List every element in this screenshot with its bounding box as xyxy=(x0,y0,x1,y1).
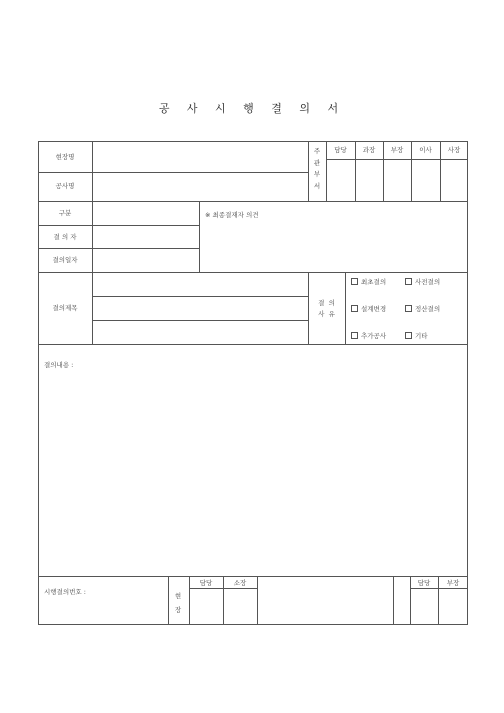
category-field[interactable] xyxy=(93,202,198,224)
site-name-field[interactable] xyxy=(93,142,307,171)
approval-dept-head-sign-box[interactable] xyxy=(384,160,410,200)
approval-dept-head-label: 부장 xyxy=(390,146,404,154)
checkbox-icon xyxy=(351,332,358,339)
site-approval-staff-label: 담당 xyxy=(199,579,213,587)
site-staff-sign-box[interactable] xyxy=(190,589,222,624)
subject-line-3[interactable] xyxy=(93,321,307,343)
option-prior-resolution[interactable]: 사전결의 xyxy=(405,278,440,286)
checkbox-icon xyxy=(405,278,412,285)
approval-president-sign-box[interactable] xyxy=(441,160,467,200)
approval-staff-sign-box[interactable] xyxy=(327,160,354,200)
project-name-label: 공사명 xyxy=(55,182,75,190)
site-name-label: 현장명 xyxy=(55,153,75,161)
final-approval-head-label: 부장 xyxy=(446,579,460,587)
final-head-sign-box[interactable] xyxy=(439,589,467,624)
final-approver-opinion-label: ※ 최종결재자 의견 xyxy=(205,211,259,219)
checkbox-icon xyxy=(405,332,412,339)
option-additional-work[interactable]: 추가공사 xyxy=(351,332,386,340)
resolution-content-label: 결의내용 : xyxy=(44,361,74,369)
approval-president-label: 사장 xyxy=(447,146,461,154)
approval-director-sign-box[interactable] xyxy=(412,160,439,200)
final-staff-sign-box[interactable] xyxy=(411,589,437,624)
resolution-content-field[interactable] xyxy=(39,372,467,574)
option-design-change[interactable]: 설계변경 xyxy=(351,305,386,313)
resolution-date-field[interactable] xyxy=(93,249,198,271)
resolution-subject-label: 결의제목 xyxy=(52,304,78,312)
site-approval-manager-label: 소장 xyxy=(233,579,247,587)
final-approval-staff-label: 담당 xyxy=(417,579,431,587)
resolution-number-field[interactable] xyxy=(110,577,167,624)
site-manager-sign-box[interactable] xyxy=(224,589,256,624)
resolver-field[interactable] xyxy=(93,226,198,247)
approval-section-chief-label: 과장 xyxy=(362,146,376,154)
final-approver-opinion-field[interactable] xyxy=(200,224,467,271)
subject-line-1[interactable] xyxy=(93,273,307,295)
checkbox-icon xyxy=(351,278,358,285)
option-initial-resolution[interactable]: 최초결의 xyxy=(351,278,386,286)
resolution-date-label: 결의일자 xyxy=(52,256,78,264)
category-label: 구분 xyxy=(58,209,72,217)
checkbox-icon xyxy=(351,305,358,312)
approval-staff-label: 담당 xyxy=(334,146,347,154)
document-title: 공 사 시 행 결 의 서 xyxy=(158,102,346,115)
resolution-reason-label: 결 의 사 유 xyxy=(318,299,335,318)
resolution-number-label: 시행결의번호 : xyxy=(44,588,86,596)
option-other[interactable]: 기타 xyxy=(405,332,428,340)
approval-section-chief-sign-box[interactable] xyxy=(356,160,382,200)
checkbox-icon xyxy=(405,305,412,312)
managing-dept-label: 주 관 부 서 xyxy=(313,147,321,190)
subject-line-2[interactable] xyxy=(93,297,307,319)
option-settlement-resolution[interactable]: 정산결의 xyxy=(405,305,440,313)
resolver-label: 결 의 자 xyxy=(53,233,77,241)
site-approval-label: 현 장 xyxy=(174,592,182,614)
project-name-field[interactable] xyxy=(93,173,307,200)
approval-director-label: 이사 xyxy=(419,146,432,154)
